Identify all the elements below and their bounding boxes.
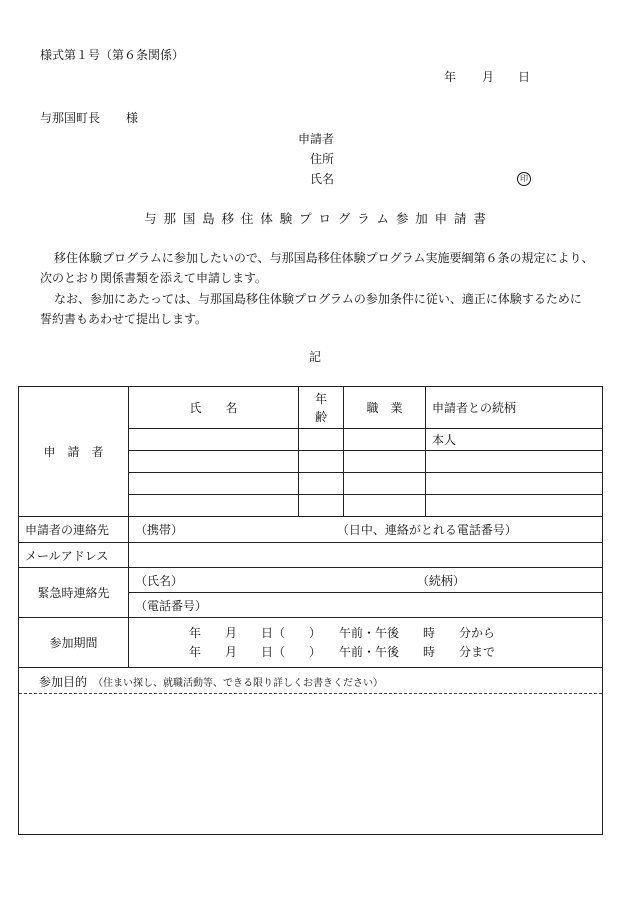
- applicant-relation-cell-3[interactable]: [426, 473, 603, 495]
- paragraph-2-line-2: 誓約書もあわせて提出します。: [40, 312, 208, 326]
- purpose-field[interactable]: [19, 668, 603, 835]
- applicant-occupation-cell-3[interactable]: [344, 473, 426, 495]
- period-to: 年 月 日（ ） 午前・午後 時 分まで: [189, 644, 496, 659]
- period-from: 年 月 日（ ） 午前・午後 時 分から: [189, 625, 496, 640]
- email-field[interactable]: [129, 543, 603, 568]
- contact-label: 申請者の連絡先: [19, 517, 129, 543]
- applicant-relation-cell-2[interactable]: [426, 451, 603, 473]
- paragraph-1-line-1: 移住体験プログラムに参加したいので、与那国島移住体験プログラム実施要綱第６条の規定により、: [54, 251, 594, 265]
- emergency-relation-label: （続柄）: [416, 573, 465, 588]
- email-label: メールアドレス: [19, 543, 129, 568]
- purpose-label: 参加目的: [39, 675, 88, 689]
- name-label: 氏名: [310, 172, 335, 186]
- emergency-name-label: （氏名）: [135, 573, 184, 588]
- date-month-label: 月: [482, 70, 495, 84]
- applicant-relation-cell-4[interactable]: [426, 495, 603, 517]
- addressee-suffix: 様: [126, 111, 139, 125]
- mobile-label: （携帯）: [135, 523, 184, 537]
- applicant-age-cell-3[interactable]: [299, 473, 344, 495]
- emergency-phone-field[interactable]: [129, 593, 603, 618]
- col-relation-header: 申請者との続柄: [426, 387, 603, 429]
- seal-mark: [517, 170, 531, 186]
- applicant-heading-cell: [19, 387, 129, 517]
- applicant-occupation-cell-1[interactable]: [344, 429, 426, 451]
- mobile-note: （日中、連絡がとれる電話番号）: [336, 523, 517, 537]
- col-name-header: 氏 名: [129, 387, 299, 429]
- purpose-hint: （住まい探し、就職活動等、できる限り詳しくお書きください）: [93, 678, 384, 689]
- purpose-header: [25, 673, 596, 693]
- applicant-occupation-cell-4[interactable]: [344, 495, 426, 517]
- ki-mark: 記: [309, 350, 322, 364]
- paragraph-1-line-2: 次のとおり関係書類を添えて申請します。: [40, 271, 268, 285]
- col-age-header: 年齢: [299, 387, 344, 429]
- paragraph-2-line-1: なお、参加にあたっては、与那国島移住体験プログラムの参加条件に従い、適正に体験するために: [54, 292, 582, 306]
- applicant-label: 申請者: [298, 132, 335, 146]
- applicant-occupation-cell-2[interactable]: [344, 451, 426, 473]
- applicant-age-cell-2[interactable]: [299, 451, 344, 473]
- applicant-heading: 申 請 者: [43, 445, 104, 459]
- period-field[interactable]: [129, 618, 603, 668]
- applicant-name-cell-3[interactable]: [129, 473, 299, 495]
- emergency-name-field[interactable]: [129, 568, 603, 593]
- purpose-divider: [19, 693, 602, 694]
- applicant-age-cell-4[interactable]: [299, 495, 344, 517]
- applicant-age-cell-1[interactable]: [299, 429, 344, 451]
- contact-field[interactable]: [129, 517, 603, 543]
- application-form-table: [18, 386, 603, 835]
- applicant-name-cell-2[interactable]: [129, 451, 299, 473]
- document-title: 与那国島移住体験プログラム参加申請書: [144, 211, 493, 226]
- applicant-name-cell-1[interactable]: [129, 429, 299, 451]
- addressee: 与那国町長: [40, 111, 101, 125]
- applicant-relation-self: 本人: [426, 429, 603, 451]
- emergency-phone-label: （電話番号）: [135, 598, 208, 613]
- applicant-name-cell-4[interactable]: [129, 495, 299, 517]
- form-number: 様式第１号（第６条関係）: [40, 48, 185, 62]
- date-year-label: 年: [444, 70, 457, 84]
- seal-icon: 印: [517, 172, 531, 186]
- address-label: 住所: [310, 152, 335, 166]
- date-day-label: 日: [518, 70, 531, 84]
- emergency-label: 緊急時連絡先: [19, 568, 129, 618]
- col-occupation-header: 職 業: [344, 387, 426, 429]
- period-label: 参加期間: [19, 618, 129, 668]
